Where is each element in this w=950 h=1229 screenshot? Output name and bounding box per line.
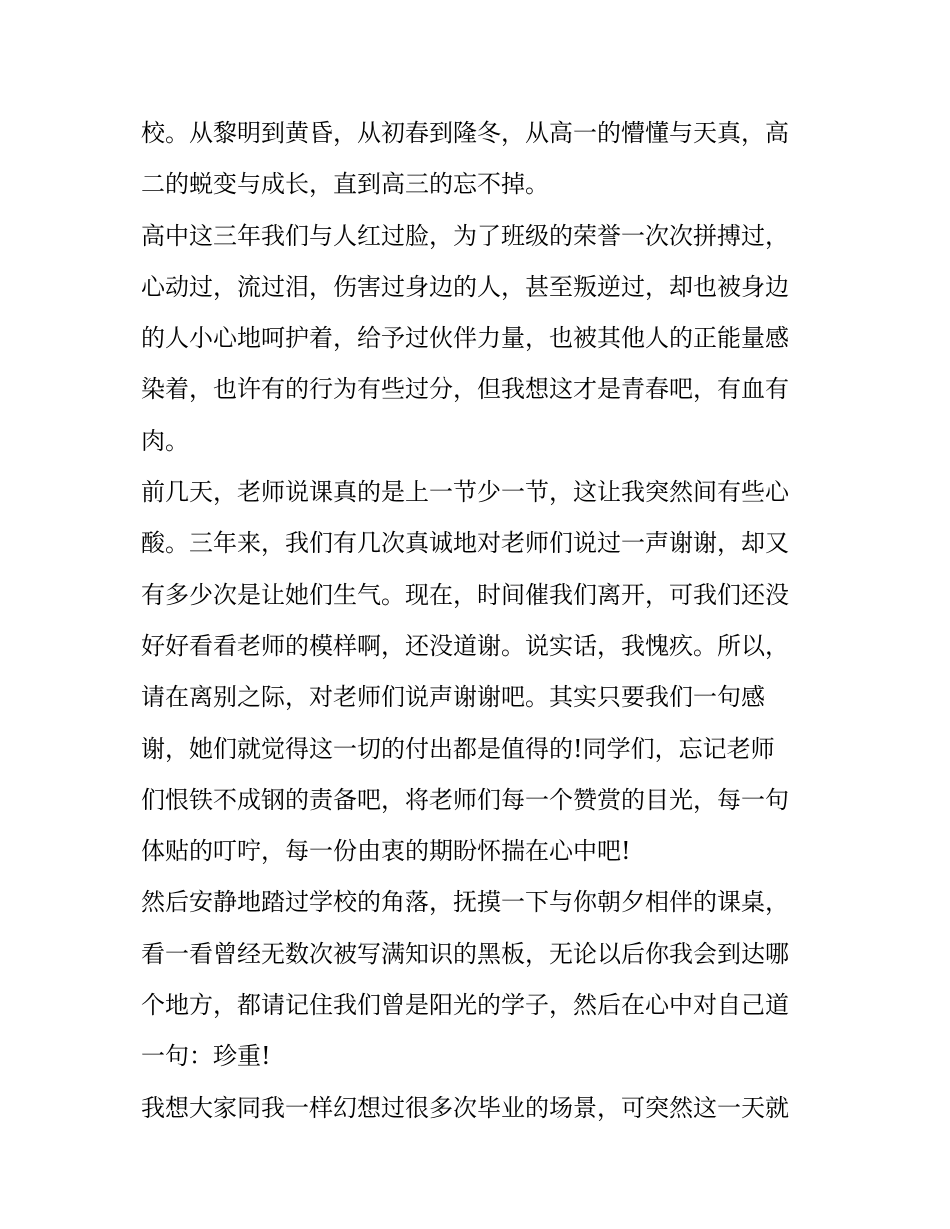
text-line: 心动过，流过泪，伤害过身边的人，甚至叛逆过，却也被身边 bbox=[141, 272, 789, 301]
text-line: 体贴的叮咛，每一份由衷的期盼怀揣在心中吧! bbox=[141, 837, 631, 866]
text-line: 请在离别之际，对老师们说声谢谢吧。其实只要我们一句感 bbox=[141, 683, 765, 712]
text-line: 校。从黎明到黄昏，从初春到隆冬，从高一的懵懂与天真，高 bbox=[141, 119, 789, 147]
text-line: 酸。三年来，我们有几次真诚地对老师们说过一声谢谢，却又 bbox=[141, 529, 789, 558]
text-line: 好好看看老师的模样啊，还没道谢。说实话，我愧疚。所以， bbox=[141, 631, 789, 660]
text-line: 二的蜕变与成长，直到高三的忘不掉。 bbox=[141, 170, 549, 199]
text-line: 的人小心地呵护着，给予过伙伴力量，也被其他人的正能量感 bbox=[141, 324, 789, 353]
text-line: 前几天，老师说课真的是上一节少一节，这让我突然间有些心 bbox=[141, 478, 789, 507]
text-line: 一句：珍重! bbox=[141, 1042, 271, 1071]
text-line: 看一看曾经无数次被写满知识的黑板，无论以后你我会到达哪 bbox=[141, 939, 789, 968]
body-text bbox=[141, 108, 821, 1134]
text-line: 染着，也许有的行为有些过分，但我想这才是青春吧，有血有 bbox=[141, 375, 789, 404]
text-line: 们恨铁不成钢的责备吧，将老师们每一个赞赏的目光，每一句 bbox=[141, 785, 789, 814]
text-line: 我想大家同我一样幻想过很多次毕业的场景，可突然这一天就 bbox=[141, 1093, 789, 1122]
text-line: 有多少次是让她们生气。现在，时间催我们离开，可我们还没 bbox=[141, 580, 789, 609]
text-line: 然后安静地踏过学校的角落，抚摸一下与你朝夕相伴的课桌， bbox=[141, 888, 789, 917]
text-line: 肉。 bbox=[141, 426, 189, 455]
text-line: 个地方，都请记住我们曾是阳光的学子，然后在心中对自己道 bbox=[141, 991, 789, 1020]
text-line: 谢，她们就觉得这一切的付出都是值得的!同学们，忘记老师 bbox=[141, 734, 775, 763]
text-line: 高中这三年我们与人红过脸，为了班级的荣誉一次次拼搏过， bbox=[141, 221, 789, 250]
